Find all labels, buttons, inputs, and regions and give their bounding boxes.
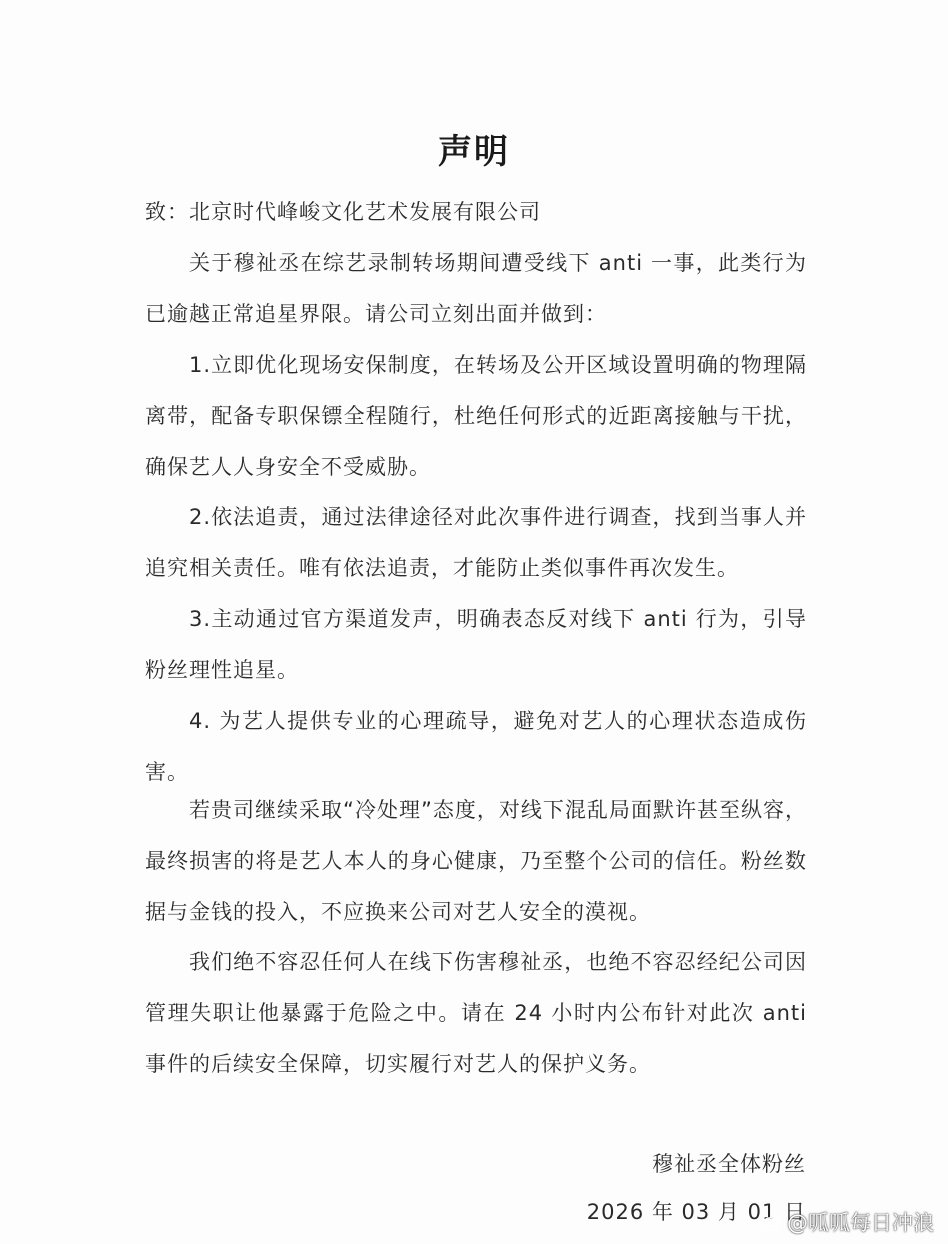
signature-date: 2026 年 03 月 01 日 xyxy=(586,1200,806,1224)
signature: 穆祉丞全体粉丝 xyxy=(652,1152,806,1176)
paragraph-intro: 关于穆祉丞在综艺录制转场期间遭受线下 anti 一事，此类行为已逾越正常追星界限。请公司立刻出面并做到： xyxy=(145,251,807,326)
paragraph-warning: 若贵司继续采取“冷处理”态度，对线下混乱局面默许甚至纵容，最终损害的将是艺人本人的身心健康，乃至整个公司的信任。粉丝数据与金钱的投入，不应换来公司对艺人安全的漠视。 xyxy=(145,798,807,924)
watermark-text: @呱呱每日冲浪 xyxy=(787,1211,934,1235)
addressee-line: 致：北京时代峰峻文化艺术发展有限公司 xyxy=(145,200,541,224)
paragraph-item-4: 4. 为艺人提供专业的心理疏导，避免对艺人的心理状态造成伤害。 xyxy=(145,709,807,784)
paragraph-demand: 我们绝不容忍任何人在线下伤害穆祉丞，也绝不容忍经纪公司因管理失职让他暴露于危险之中。请在 24 小时内公布针对此次 anti 事件的后续安全保障，切实履行对艺人的保护义务。 xyxy=(145,950,807,1076)
paragraph-item-2: 2.依法追责，通过法律途径对此次事件进行调查，找到当事人并追究相关责任。唯有依法追责，才能防止类似事件再次发生。 xyxy=(145,505,807,580)
watermark xyxy=(761,1207,934,1237)
document-title: 声明 xyxy=(438,132,510,172)
weibo-icon xyxy=(761,1211,783,1233)
paragraph-item-3: 3.主动通过官方渠道发声，明确表态反对线下 anti 行为，引导粉丝理性追星。 xyxy=(145,607,807,682)
paragraph-item-1: 1.立即优化现场安保制度，在转场及公开区域设置明确的物理隔离带，配备专职保镖全程随行，杜绝任何形式的近距离接触与干扰，确保艺人人身安全不受威胁。 xyxy=(145,353,807,479)
